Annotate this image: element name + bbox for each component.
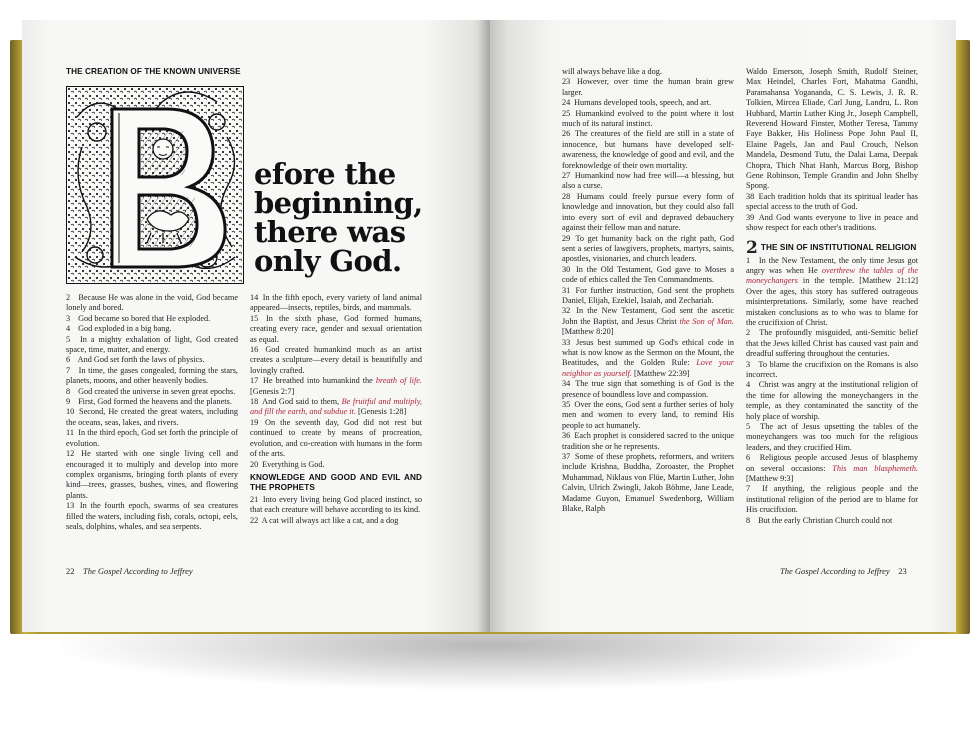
left-column-2 — [250, 293, 422, 526]
verse — [562, 171, 734, 192]
verse — [562, 431, 734, 452]
page-number: 22 — [66, 566, 75, 576]
verse-number: 28 — [562, 191, 571, 201]
verse — [562, 452, 734, 514]
verse — [746, 422, 918, 453]
verse — [66, 314, 238, 324]
verse — [250, 495, 422, 516]
verse-text: Over the eons, God sent a further series of holy men and women to every land, to remind His people to act humanely. — [562, 400, 734, 430]
verse — [746, 328, 918, 359]
verse-number: 16 — [250, 345, 259, 355]
verse-group — [250, 418, 422, 470]
verse-text: Religious people accused Jesus of blasphemy on several occasions: — [746, 453, 918, 473]
verse-number: 29 — [562, 233, 571, 243]
opening-line-1: efore the — [254, 157, 396, 191]
verse-citation: [Matthew 9:3] — [746, 474, 794, 484]
verse-group — [66, 293, 238, 532]
verse-text: Each prophet is considered sacred to the unique tradition she or he represents. — [562, 431, 734, 451]
section-heading — [746, 237, 918, 258]
verse-text: In the Old Testament, God gave to Moses a code of ethics called the Ten Commandments. — [562, 264, 734, 285]
verse-text: And God said to them, — [260, 397, 342, 407]
verse-number: 2 — [746, 328, 751, 338]
verse-text: Into every living being God placed instinct, so that each creature will behave according to its kind. — [250, 494, 422, 515]
verse-group — [250, 293, 422, 376]
verse-number: 15 — [250, 313, 259, 323]
verse-number: 20 — [250, 459, 259, 469]
verse — [250, 460, 422, 470]
verse-group — [746, 328, 918, 453]
verse-number: 2 — [66, 293, 71, 302]
verse-number: 23 — [562, 77, 571, 87]
verse — [66, 449, 238, 501]
verse-number: 6 — [746, 453, 751, 463]
running-title: The Gospel According to Jeffrey — [780, 566, 890, 576]
verse — [250, 345, 422, 376]
verse — [66, 355, 238, 365]
verse — [66, 397, 238, 407]
verse-number: 37 — [562, 452, 571, 462]
verse-text: Jesus best summed up God's ethical code in what is now know as the Sermon on the Mount, the Beatitudes, and the Golden Rule: — [562, 337, 734, 368]
verse-text: In a mighty exhalation of light, God created space, time, matter, and energy. — [66, 334, 238, 355]
verse-number: 35 — [562, 400, 571, 409]
continued-text: will always behave like a dog. — [562, 67, 662, 76]
verse — [746, 484, 918, 515]
verse-text: Some of these prophets, reformers, and writers include Krishna, Buddha, Zoroaster, the Prophet Muhammad, Niklaus von Flüe, Martin Luther, John Calvin, Ulrich Zwingli, Jakob Böhme, Jane Leade, Madame Guyon, Emanuel Swedenborg, William Blake, Ralph — [562, 452, 734, 514]
verse — [562, 98, 734, 108]
verse-number: 9 — [66, 397, 71, 407]
scripture-quote: Be fruitful and multiply, and fill the earth, and subdue it. — [250, 397, 422, 417]
verse-text: God became so bored that He exploded. — [76, 313, 211, 323]
verse-text: Humankind evolved to the point where it lost much of its natural instinct. — [562, 108, 734, 129]
verse-number: 6 — [66, 355, 71, 365]
verse-number: 26 — [562, 129, 571, 139]
verse-number: 5 — [746, 422, 751, 431]
verse-number: 24 — [562, 98, 571, 108]
verse-text: In time, the gases congealed, forming the stars, planets, moons, and other heavenly bodies. — [66, 365, 238, 386]
verse-citation: [Genesis 1:28] — [355, 407, 407, 417]
verse — [250, 516, 422, 526]
right-page — [490, 20, 956, 632]
verse — [562, 234, 734, 265]
verse-text: The profoundly misguided, anti-Semitic belief that the Jews killed Christ has caused vast pain and dreadful suffering throughout the centuries. — [746, 328, 918, 359]
verse-number: 7 — [746, 484, 751, 494]
left-folio — [66, 566, 193, 576]
verse — [250, 314, 422, 345]
verse-number: 3 — [66, 313, 71, 323]
verse-text: However, over time the human brain grew larger. — [562, 77, 734, 97]
verse — [562, 77, 734, 98]
verse — [746, 453, 918, 484]
verse-text: First, God formed the heavens and the planets. — [76, 397, 232, 407]
scripture-quote: Love your neighbor as yourself. — [562, 358, 734, 378]
verse-number: 1 — [746, 255, 751, 265]
verse-text: In the sixth phase, God formed humans, creating every race, gender and sexual orientation as equal. — [250, 313, 422, 344]
verse-text: In the third epoch, God set forth the principle of evolution. — [66, 428, 238, 448]
verse — [250, 293, 422, 314]
right-column-2 — [746, 67, 918, 526]
verse — [562, 338, 734, 380]
verse — [746, 360, 918, 381]
verse-number: 3 — [746, 359, 751, 369]
verse-text: A cat will always act like a cat, and a dog — [260, 515, 399, 525]
verse-text: Humankind now had free will—a blessing, but also a curse. — [562, 171, 734, 191]
left-column-1 — [66, 293, 238, 532]
verse — [66, 407, 238, 428]
verse-text: In the fourth epoch, swarms of sea creatures filled the waters, including fish, corals, octopi, eels, seals, dolphins, whales, and sea serpents. — [66, 501, 238, 531]
verse-text: The creatures of the field are still in a state of innocence, but humans have developed self-awareness, the knowledge of good and evil, and the foreknowledge of their own mortality. — [562, 129, 734, 170]
verse-text: Christ was angry at the institutional religion of the time for allowing the moneychangers in the temple, as they contaminated the sanctity of the holy place of worship. — [746, 380, 918, 421]
verse — [746, 192, 918, 213]
verse — [250, 397, 422, 418]
verse-group — [562, 379, 734, 514]
verse — [562, 192, 734, 234]
verse-text: Everything is God. — [260, 459, 325, 469]
scripture-quote: the Son of Man. — [679, 316, 734, 326]
verse-number: 8 — [746, 515, 751, 525]
verse-text: Because He was alone in the void, God became lonely and bored. — [66, 293, 238, 313]
verse-text: Humans could freely pursue every form of knowledge and innovation, but they could also fall into every sort of evil and depraved debauchery against their fellow man and nature. — [562, 191, 734, 233]
verse-number: 10 — [66, 407, 75, 417]
right-folio — [780, 566, 907, 576]
section-subheading: KNOWLEDGE AND GOOD AND EVIL AND THE PROPHETS — [250, 472, 422, 492]
verse-number: 34 — [562, 379, 571, 389]
verse — [746, 516, 918, 526]
verse — [746, 213, 918, 234]
verse — [250, 418, 422, 460]
verse-text: God created the universe in seven great epochs. — [76, 386, 236, 396]
verse-number: 38 — [746, 191, 755, 201]
verse-citation: [Matthew 22:39] — [631, 368, 690, 378]
verse-number: 8 — [66, 386, 71, 396]
section-title: THE SIN OF INSTITUTIONAL RELIGION — [760, 242, 917, 252]
verse-text: In the fifth epoch, every variety of land animal appeared—insects, reptiles, birds, and mammals. — [250, 293, 422, 313]
verse-number: 5 — [66, 334, 71, 344]
opening-line-4: only God. — [254, 244, 402, 278]
verse — [66, 387, 238, 397]
verse-number: 4 — [66, 324, 71, 334]
running-title: The Gospel According to Jeffrey — [83, 566, 193, 576]
right-column-1 — [562, 67, 734, 514]
verse — [250, 376, 422, 397]
scripture-quote: overthrew the tables of the moneychangers — [746, 265, 918, 286]
verse-group — [746, 192, 918, 234]
verse-text: The act of Jesus upsetting the tables of the moneychangers was too much for the religious leaders, and they crucified Him. — [746, 422, 918, 452]
verse-text: For further instruction, God sent the prophets Daniel, Elijah, Ezekiel, Isaiah, and Zechariah. — [562, 285, 734, 305]
scripture-quote: breath of life. — [375, 376, 422, 386]
verse — [66, 366, 238, 387]
verse-number: 39 — [746, 212, 755, 222]
woodcut-ornament-icon — [67, 87, 244, 284]
continued-text: Waldo Emerson, Joseph Smith, Rudolf Steiner, Max Heindel, Charles Fort, Mahatma Gandhi, Paramahansa Yogananda, C. S. Lewis, J. R. R. Tolkien, Mircea Eliade, Carl Jung, Landru, L. Ron Hubbard, Martin Luther King Jr., Joseph Campbell, Reverend Howard Finster, Mother Teresa, Tammy Faye Bakker, His Holiness Pope John Paul II, Elaine Pagels, Jan and Paul Crouch, Nelson Mandela, Desmond Tutu, the Dalai Lama, Deepak Chopra, Thich Nhat Hanh, Marcus Borg, Bishop Gene Robinson, Temple Grandin and John Shelby Spong. — [746, 67, 918, 191]
verse — [562, 400, 734, 431]
verse-text: On the seventh day, God did not rest but continued to create by means of procreation, evolution, and co-creation with humans in the form of the arts. — [250, 417, 422, 459]
verse-text: He started with one single living cell and encouraged it to multiply and develop into more complex organisms, bringing forth plants of every kind—trees, grasses, bushes, vines, and flowering plants. — [66, 449, 238, 500]
verse-number: 36 — [562, 431, 571, 441]
verse-number: 22 — [250, 515, 259, 525]
verse-text: To get humanity back on the right path, God sent a series of lawgivers, prophets, martyrs, saints, apostles, visionaries, and church leaders. — [562, 233, 734, 264]
left-page — [22, 20, 490, 632]
opening-line-2: beginning, — [254, 186, 423, 220]
verse-number: 11 — [66, 428, 74, 438]
verse-citation: [Matthew 8:20] — [562, 327, 614, 337]
verse — [66, 293, 238, 314]
verse — [562, 286, 734, 307]
verse — [66, 335, 238, 356]
chapter-title: THE CREATION OF THE KNOWN UNIVERSE — [66, 67, 241, 76]
verse-text: In the New Testament, God sent the ascetic John the Baptist, and Jesus Christ — [562, 306, 734, 326]
drop-cap-illustration — [66, 86, 244, 284]
verse-text: And God set forth the laws of physics. — [76, 355, 205, 365]
opening-line-3: there was — [254, 215, 406, 249]
verse-number: 7 — [66, 365, 71, 375]
verse — [562, 109, 734, 130]
verse-text: If anything, the religious people and the institutional religion of the period are to blame for His crucifixion. — [746, 484, 918, 515]
verse-number: 12 — [66, 449, 75, 459]
section-number: 2 — [746, 237, 758, 258]
verse-number: 33 — [562, 337, 571, 347]
verse — [746, 256, 918, 329]
verse-number: 14 — [250, 293, 259, 302]
verse-number: 18 — [250, 397, 259, 407]
opening-line — [254, 157, 454, 278]
verse — [746, 380, 918, 422]
verse — [66, 501, 238, 532]
scripture-quote: This man blasphemeth. — [832, 463, 918, 473]
verse-text: God exploded in a big bang. — [76, 324, 172, 334]
verse-number: 27 — [562, 171, 571, 181]
verse-text: The true sign that something is of God is the presence of boundless love and compassion. — [562, 379, 734, 399]
verse-number: 19 — [250, 417, 259, 427]
verse-group — [746, 484, 918, 526]
verse-number: 32 — [562, 306, 571, 316]
verse-text: Humans developed tools, speech, and art. — [572, 98, 712, 108]
verse-citation: [Genesis 2:7] — [250, 386, 295, 396]
verse-number: 30 — [562, 264, 571, 274]
verse-text: God created humankind much as an artist creates a sculpture—every detail is beautifully and lovingly crafted. — [250, 345, 422, 375]
verse — [562, 379, 734, 400]
verse — [562, 306, 734, 337]
verse-text: In the New Testament, the only time Jesus got angry was when He — [746, 255, 918, 275]
verse — [562, 129, 734, 171]
verse-text: But the early Christian Church could not — [756, 515, 893, 525]
verse-text: To blame the crucifixion on the Romans is also incorrect. — [746, 359, 918, 379]
verse — [66, 324, 238, 334]
verse-text: Each tradition holds that its spiritual leader has special access to the truth of God. — [746, 191, 918, 212]
verse-number: 17 — [250, 376, 259, 386]
verse-number: 4 — [746, 380, 751, 390]
verse-text: And God wants everyone to live in peace and show respect for each other's traditions. — [746, 212, 918, 233]
page-number: 23 — [898, 566, 907, 576]
verse-citation: in the temple. [Matthew 21:12] Over the ages, this story has suffered outrageous misinterpretations. Similarly, some have reached mistaken conclusions as to who was to blame for the crucifixion of Christ. — [746, 276, 918, 327]
verse-number: 25 — [562, 108, 571, 118]
verse — [562, 265, 734, 286]
verse-group — [562, 77, 734, 306]
verse-number: 31 — [562, 285, 571, 295]
verse-text: Second, He created the great waters, including the oceans, seas, lakes, and rivers. — [66, 407, 238, 427]
verse-number: 13 — [66, 501, 75, 511]
verse-text: He breathed into humankind the — [260, 376, 376, 386]
verse — [66, 428, 238, 449]
verse-group — [250, 495, 422, 526]
verse-number: 21 — [250, 494, 259, 504]
